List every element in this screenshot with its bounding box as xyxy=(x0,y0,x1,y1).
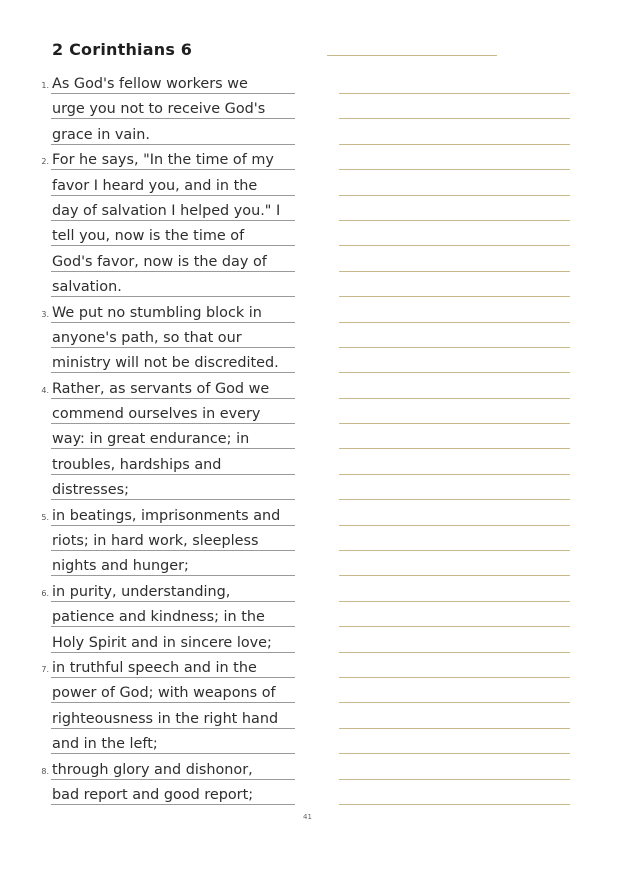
text-underline xyxy=(51,296,295,297)
line-row xyxy=(0,325,624,350)
text-underline xyxy=(51,525,295,526)
line-row xyxy=(0,528,624,553)
verse-text: in truthful speech and in the xyxy=(52,659,257,676)
page-number: 41 xyxy=(303,813,312,821)
verse-text: through glory and dishonor, xyxy=(52,761,253,778)
line-row xyxy=(0,71,624,96)
writing-line xyxy=(339,652,570,653)
line-row xyxy=(0,503,624,528)
line-row xyxy=(0,249,624,274)
line-row xyxy=(0,223,624,248)
verse-number: 1. xyxy=(41,81,49,90)
text-underline xyxy=(51,347,295,348)
text-underline xyxy=(51,144,295,145)
text-underline xyxy=(51,474,295,475)
verse-number: 3. xyxy=(41,309,49,319)
writing-line xyxy=(339,499,570,500)
verse-text: and in the left; xyxy=(52,736,158,753)
verse-text: favor I heard you, and in the xyxy=(52,177,258,194)
text-underline xyxy=(51,372,295,373)
verse-text: righteousness in the right hand xyxy=(52,710,279,727)
text-underline xyxy=(51,398,295,399)
writing-line xyxy=(339,448,570,449)
writing-line xyxy=(339,804,570,805)
line-row xyxy=(0,147,624,172)
writing-line xyxy=(339,347,570,348)
text-underline xyxy=(51,499,295,500)
verse-text: tell you, now is the time of xyxy=(52,228,245,245)
verse-text: patience and kindness; in the xyxy=(52,609,265,626)
text-underline xyxy=(51,423,295,424)
verse-text: in purity, understanding, xyxy=(52,583,231,600)
line-row xyxy=(0,198,624,223)
verse-text: power of God; with weapons of xyxy=(52,685,276,702)
line-row xyxy=(0,426,624,451)
line-row xyxy=(0,452,624,477)
writing-line xyxy=(339,93,570,94)
verse-text: urge you not to receive God's xyxy=(52,101,266,118)
verse-text: We put no stumbling block in xyxy=(52,304,262,321)
verse-text: For he says, "In the time of my xyxy=(52,152,274,169)
line-row xyxy=(0,96,624,121)
writing-line xyxy=(339,575,570,576)
text-underline xyxy=(51,448,295,449)
verse-text: As God's fellow workers we xyxy=(52,76,248,92)
line-row xyxy=(0,274,624,299)
line-row xyxy=(0,173,624,198)
writing-line xyxy=(339,525,570,526)
line-row xyxy=(0,553,624,578)
text-underline xyxy=(51,702,295,703)
verse-text: distresses; xyxy=(52,482,129,499)
verse-number: 6. xyxy=(41,588,49,598)
line-row xyxy=(0,757,624,782)
text-underline xyxy=(51,728,295,729)
verse-text: ministry will not be discredited. xyxy=(52,355,279,372)
text-underline xyxy=(51,169,295,170)
line-row xyxy=(0,706,624,731)
text-underline xyxy=(51,220,295,221)
writing-line xyxy=(339,245,570,246)
text-underline xyxy=(51,677,295,678)
verse-text: grace in vain. xyxy=(52,126,150,143)
text-underline xyxy=(51,601,295,602)
writing-line xyxy=(339,601,570,602)
verse-text: Holy Spirit and in sincere love; xyxy=(52,634,272,651)
text-underline xyxy=(51,550,295,551)
writing-line xyxy=(339,144,570,145)
text-underline xyxy=(51,753,295,754)
writing-line xyxy=(339,626,570,627)
verse-text: way: in great endurance; in xyxy=(52,431,250,448)
line-row xyxy=(0,376,624,401)
writing-line xyxy=(339,423,570,424)
verse-text: Rather, as servants of God we xyxy=(52,380,270,397)
line-row xyxy=(0,731,624,756)
verse-text: anyone's path, so that our xyxy=(52,329,242,346)
verse-text: God's favor, now is the day of xyxy=(52,253,267,270)
writing-line xyxy=(339,728,570,729)
writing-line xyxy=(339,702,570,703)
verse-text: in beatings, imprisonments and xyxy=(52,507,281,524)
text-underline xyxy=(51,652,295,653)
writing-line xyxy=(339,677,570,678)
verse-number: 4. xyxy=(41,385,49,395)
name-write-line xyxy=(327,55,497,56)
verse-number: 7. xyxy=(41,664,49,674)
line-row xyxy=(0,655,624,680)
line-row xyxy=(0,477,624,502)
text-underline xyxy=(51,245,295,246)
writing-line xyxy=(339,220,570,221)
writing-line xyxy=(339,169,570,170)
writing-line xyxy=(339,398,570,399)
line-row xyxy=(0,350,624,375)
verse-number: 8. xyxy=(41,766,49,776)
text-underline xyxy=(51,118,295,119)
writing-line xyxy=(339,296,570,297)
writing-line xyxy=(339,271,570,272)
verse-lines xyxy=(0,71,624,807)
verse-text: nights and hunger; xyxy=(52,558,189,575)
verse-number: 2. xyxy=(41,157,49,167)
text-underline xyxy=(51,779,295,780)
page-title: 2 Corinthians 6 xyxy=(52,40,193,59)
writing-line xyxy=(339,195,570,196)
verse-text: commend ourselves in every xyxy=(52,406,261,423)
line-row xyxy=(0,401,624,426)
text-underline xyxy=(51,195,295,196)
text-underline xyxy=(51,626,295,627)
line-row xyxy=(0,782,624,807)
line-row xyxy=(0,300,624,325)
writing-line xyxy=(339,372,570,373)
verse-text: salvation. xyxy=(52,279,122,296)
writing-line xyxy=(339,322,570,323)
writing-line xyxy=(339,779,570,780)
text-underline xyxy=(51,575,295,576)
writing-line xyxy=(339,550,570,551)
verse-number: 5. xyxy=(41,512,49,522)
line-row xyxy=(0,604,624,629)
verse-text: riots; in hard work, sleepless xyxy=(52,533,259,550)
line-row xyxy=(0,680,624,705)
writing-line xyxy=(339,118,570,119)
text-underline xyxy=(51,271,295,272)
verse-text: troubles, hardships and xyxy=(52,456,222,473)
text-underline xyxy=(51,322,295,323)
line-row xyxy=(0,630,624,655)
verse-text: bad report and good report; xyxy=(52,786,254,803)
writing-line xyxy=(339,474,570,475)
writing-line xyxy=(339,753,570,754)
line-row xyxy=(0,122,624,147)
line-row xyxy=(0,579,624,604)
text-underline xyxy=(51,804,295,805)
verse-text: day of salvation I helped you." I xyxy=(52,202,281,219)
text-underline xyxy=(51,93,295,94)
